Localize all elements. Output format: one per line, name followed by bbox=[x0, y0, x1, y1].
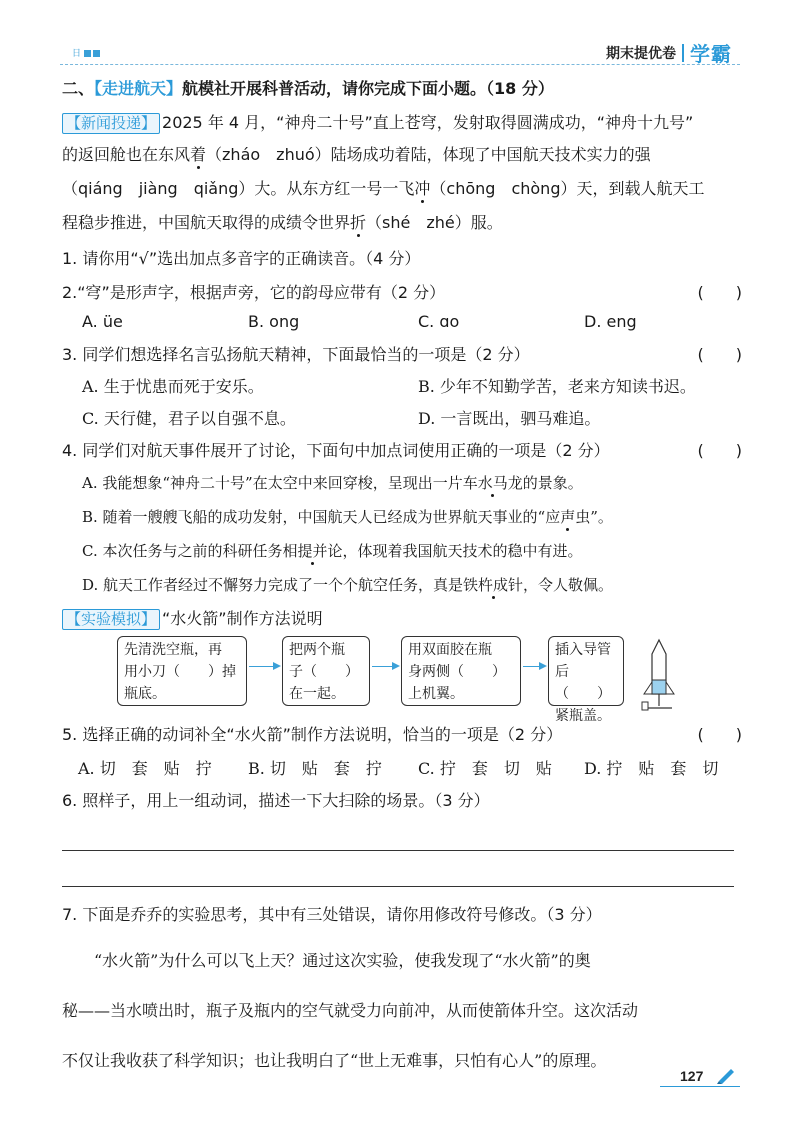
question-1-text: 1. 请你用“√”选出加点多音字的正确读音。（4 分） bbox=[62, 249, 421, 268]
option-b[interactable]: B. 少年不知勤学苦，老来方知读书迟。 bbox=[418, 377, 696, 396]
question-7-passage[interactable] bbox=[62, 936, 742, 1086]
option-c[interactable]: C. 天行健，君子以自强不息。 bbox=[82, 409, 296, 428]
question-4-option-b[interactable] bbox=[62, 506, 742, 528]
question-5 bbox=[62, 724, 742, 746]
option-a[interactable]: A. 切 套 贴 拧 bbox=[78, 759, 212, 778]
dotted-phrase: 铁杵成针 bbox=[463, 576, 524, 594]
passage-line-1: “水火箭”为什么可以飞上天？通过这次实验，使我发现了“水火箭”的奥 bbox=[62, 951, 591, 970]
answer-line[interactable] bbox=[62, 886, 734, 887]
dotted-phrase: 应声虫 bbox=[545, 508, 591, 526]
step-2-line-1: 把两个瓶 bbox=[289, 642, 345, 658]
answer-blank-q3[interactable]: ( ) bbox=[697, 345, 742, 364]
option-c[interactable]: C. ɑo bbox=[418, 312, 460, 331]
header-left-mark bbox=[72, 46, 100, 59]
question-4-option-a[interactable] bbox=[62, 472, 742, 494]
question-2-options bbox=[62, 308, 742, 338]
question-3-options-row-1 bbox=[62, 370, 742, 400]
passage-line-3: 不仅让我收获了科学知识；也让我明白了“世上无难事，只怕有心人”的原理。 bbox=[62, 1051, 607, 1070]
question-5-text: 5. 选择正确的动词补全“水火箭”制作方法说明，恰当的一项是（2 分） bbox=[62, 725, 563, 744]
section-heading bbox=[62, 78, 742, 100]
question-4-option-d[interactable] bbox=[62, 574, 742, 596]
rocket-icon bbox=[634, 636, 684, 716]
answer-blank-q2[interactable]: ( ) bbox=[697, 283, 742, 302]
question-6-text: 6. 照样子，用上一组动词，描述一下大扫除的场景。（3 分） bbox=[62, 791, 490, 810]
step-4-line-3: 紧瓶盖。 bbox=[555, 708, 611, 724]
question-5-options bbox=[62, 752, 742, 782]
option-d-text: D. 航天工作者经过不懈努力完成了一个个航空任务，真是 bbox=[82, 576, 464, 594]
step-2-line-3: 在一起。 bbox=[289, 686, 345, 702]
option-a-text-end: 的景象。 bbox=[522, 474, 583, 492]
experiment-title: “水火箭”制作方法说明 bbox=[162, 609, 323, 628]
section-number: 二、 bbox=[62, 79, 95, 98]
header-title: 期末提优卷 bbox=[606, 45, 676, 62]
question-4 bbox=[62, 440, 742, 462]
option-b[interactable]: B. 切 贴 套 拧 bbox=[248, 759, 382, 778]
question-2-text: 2.“穹”是形声字，根据声旁，它的韵母应带有（2 分） bbox=[62, 283, 446, 302]
option-d[interactable]: D. 一言既出，驷马难追。 bbox=[418, 409, 601, 428]
step-3-line-3: 上机翼。 bbox=[408, 686, 464, 702]
news-paragraph bbox=[62, 108, 742, 240]
option-a[interactable]: A. 生于忧患而死于安乐。 bbox=[82, 377, 264, 396]
step-box-1 bbox=[117, 636, 247, 706]
brand-logo: 学霸 bbox=[690, 42, 732, 66]
option-a[interactable]: A. üe bbox=[82, 312, 123, 331]
pen-icon bbox=[716, 1066, 736, 1084]
news-text-4a: 程稳步推进，中国航天取得的成绩令世界 bbox=[62, 213, 351, 232]
step-4-line-2[interactable]: 后（ ） bbox=[555, 664, 611, 702]
step-3-line-2[interactable]: 身两侧（ ） bbox=[408, 664, 506, 680]
question-3 bbox=[62, 344, 742, 366]
flow-arrow bbox=[372, 666, 398, 667]
news-line-4 bbox=[62, 206, 742, 240]
option-b[interactable]: B. ong bbox=[248, 312, 300, 331]
option-b-text-end: ”。 bbox=[590, 508, 613, 526]
step-1-line-1: 先清洗空瓶，再 bbox=[124, 642, 222, 658]
dotted-phrase: 相提并论 bbox=[282, 542, 343, 560]
passage-line-2: 秘——当水喷出时，瓶子及瓶内的空气就受力向前冲，从而使箭体升空。这次活动 bbox=[62, 1001, 639, 1020]
option-c-text-end: ，体现着我国航天技术的稳中有进。 bbox=[342, 542, 583, 560]
step-box-2 bbox=[282, 636, 370, 706]
question-3-options-row-2 bbox=[62, 402, 742, 432]
option-c[interactable]: C. 拧 套 切 贴 bbox=[418, 759, 552, 778]
option-c-text: C. 本次任务与之前的科研任务 bbox=[82, 542, 283, 560]
answer-blank-q5[interactable]: ( ) bbox=[697, 725, 742, 744]
question-4-option-c[interactable] bbox=[62, 540, 742, 562]
experiment-tag: 【实验模拟】 bbox=[62, 609, 160, 630]
experiment-heading bbox=[62, 608, 742, 630]
dotted-char-zhuo: 着 bbox=[190, 145, 207, 164]
question-2 bbox=[62, 282, 742, 304]
step-box-3 bbox=[401, 636, 521, 706]
header-divider bbox=[60, 64, 740, 65]
option-a-text: A. 我能想象“神舟二十号”在太空中来回穿梭，呈现出一片 bbox=[82, 474, 463, 492]
dotted-char-zhe: 折 bbox=[350, 213, 367, 232]
pinyin-options-2[interactable]: （qiáng jiàng qiǎng）大。从东方红一号一飞 bbox=[62, 179, 415, 198]
news-line-3 bbox=[62, 172, 742, 206]
question-7 bbox=[62, 904, 742, 926]
answer-line[interactable] bbox=[62, 850, 734, 851]
question-6 bbox=[62, 790, 742, 812]
news-tag: 【新闻投递】 bbox=[62, 113, 160, 134]
news-line-1 bbox=[62, 108, 742, 138]
page-header bbox=[60, 38, 740, 68]
news-line-2 bbox=[62, 138, 742, 172]
header-mark-text: 日 bbox=[72, 48, 83, 58]
question-6-answer-area[interactable] bbox=[62, 812, 742, 892]
footer-divider bbox=[660, 1086, 740, 1087]
page-number: 127 bbox=[680, 1068, 704, 1084]
flow-arrow bbox=[523, 666, 545, 667]
question-7-text: 7. 下面是乔乔的实验思考，其中有三处错误，请你用修改符号修改。（3 分） bbox=[62, 905, 602, 924]
step-2-line-2[interactable]: 子（ ） bbox=[289, 664, 359, 680]
header-right bbox=[606, 38, 732, 67]
section-intro: 航模社开展科普活动，请你完成下面小题。（18 分） bbox=[182, 79, 554, 98]
step-box-4 bbox=[548, 636, 624, 724]
step-1-line-3: 瓶底。 bbox=[124, 686, 166, 702]
pinyin-options-4[interactable]: （shé zhé）服。 bbox=[366, 213, 503, 232]
dotted-phrase: 车水马龙 bbox=[462, 474, 523, 492]
option-d-text-end: ，令人敬佩。 bbox=[523, 576, 614, 594]
option-d[interactable]: D. eng bbox=[584, 312, 637, 331]
section-tag: 【走进航天】 bbox=[94, 79, 183, 98]
dotted-char-chong: 冲 bbox=[414, 179, 431, 198]
question-4-text: 4. 同学们对航天事件展开了讨论，下面句中加点词使用正确的一项是（2 分） bbox=[62, 441, 610, 460]
answer-blank-q4[interactable]: ( ) bbox=[697, 441, 742, 460]
pinyin-options-3[interactable]: （chōng chòng）天，到载人航天工 bbox=[430, 179, 705, 198]
step-1-line-2[interactable]: 用小刀（ ）掉 bbox=[124, 664, 236, 680]
worksheet-content bbox=[62, 78, 742, 1086]
question-3-text: 3. 同学们想选择名言弘扬航天精神，下面最恰当的一项是（2 分） bbox=[62, 345, 530, 364]
question-1 bbox=[62, 248, 742, 270]
flow-arrow bbox=[249, 666, 279, 667]
step-3-line-1: 用双面胶在瓶 bbox=[408, 642, 492, 658]
option-d[interactable]: D. 拧 贴 套 切 bbox=[584, 759, 719, 778]
header-separator bbox=[682, 44, 684, 62]
pinyin-options-1[interactable]: （zháo zhuó）陆场成功着陆，体现了中国航天技术实力的强 bbox=[206, 145, 651, 164]
news-text-1: 2025 年 4 月，“神舟二十号”直上苍穹，发射取得圆满成功，“神舟十九号” bbox=[162, 113, 694, 132]
news-text-2a: 的返回舱也在东风 bbox=[62, 145, 191, 164]
step-4-line-1: 插入导管 bbox=[555, 642, 611, 658]
option-b-text: B. 随着一艘艘飞船的成功发射，中国航天人已经成为世界航天事业的“ bbox=[82, 508, 546, 526]
rocket-steps-flow bbox=[62, 636, 742, 724]
